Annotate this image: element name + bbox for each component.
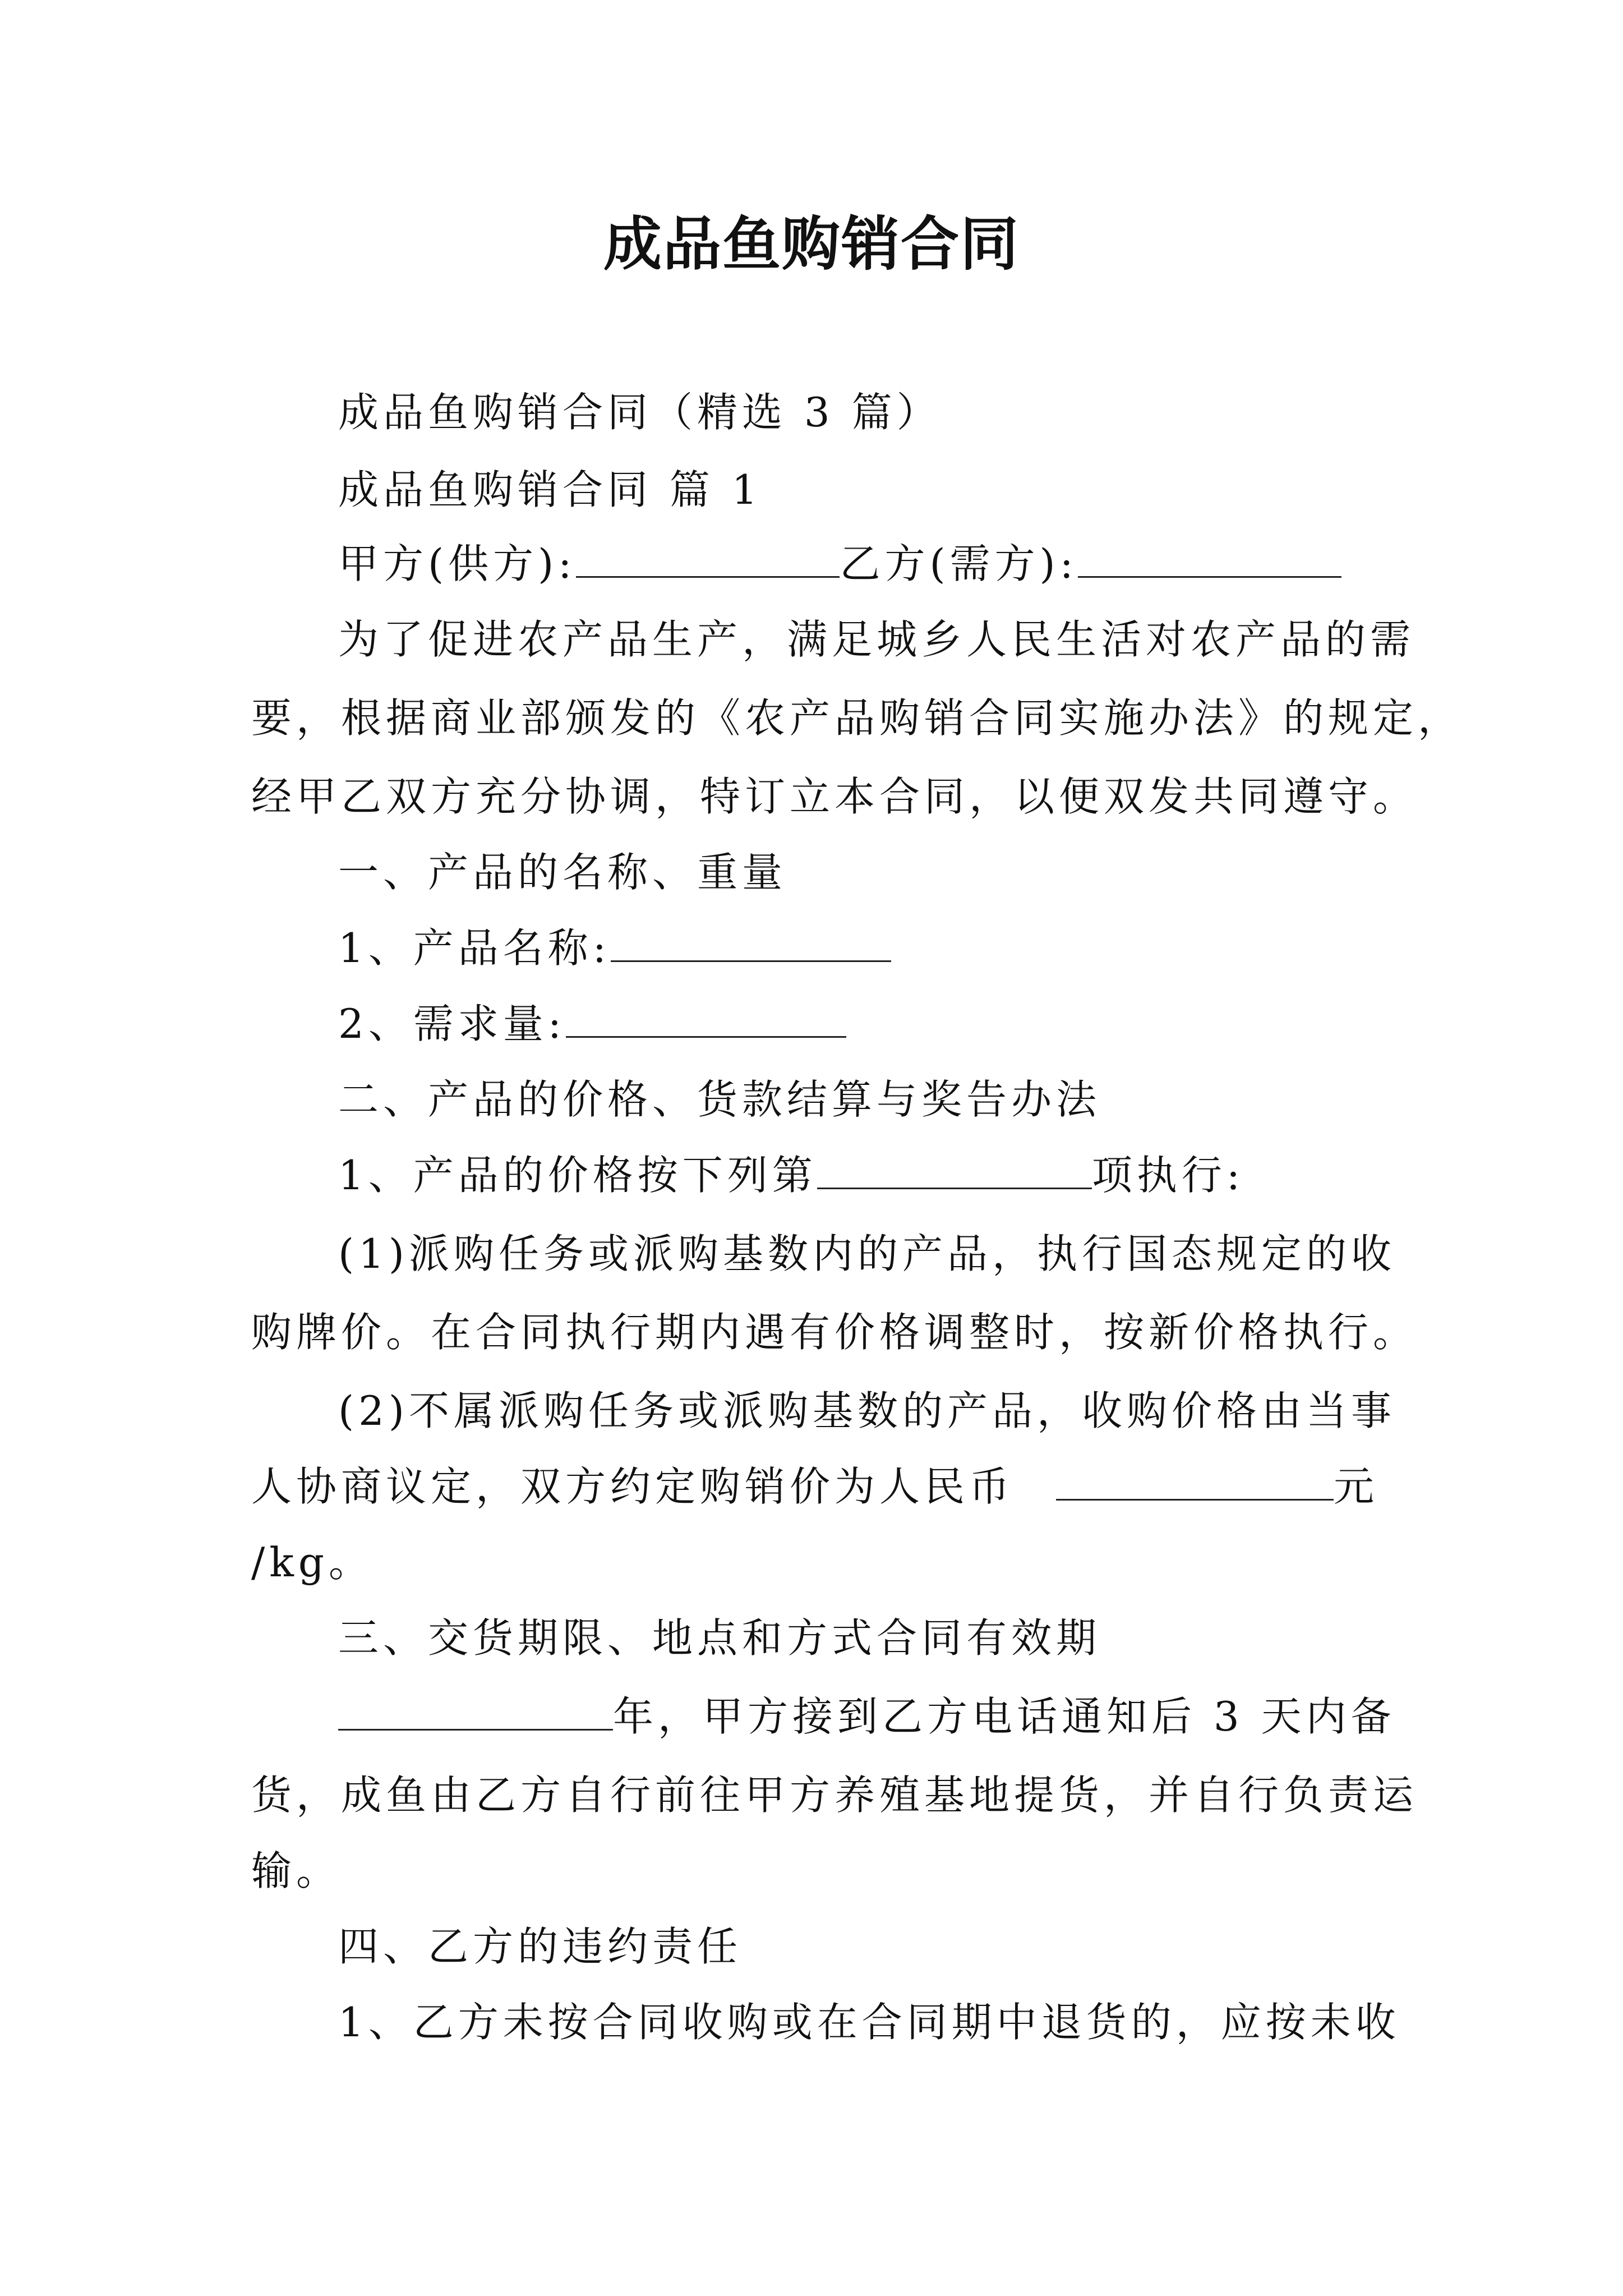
document-title: 成品鱼购销合同 (603, 210, 1020, 278)
price-line (251, 1458, 1378, 1515)
paragraph-line: 购牌价。在合同执行期内遇有价格调整时，按新价格执行。 (251, 1309, 1418, 1356)
party-b-blank (1078, 542, 1341, 578)
product-name-blank (611, 927, 891, 962)
price-unit-line: /kg。 (251, 1539, 374, 1586)
paragraph-line: 经甲乙双方充分协调，特订立本合同，以便双发共同遵守。 (251, 773, 1418, 820)
clause-heading-4: 四、乙方的违约责任 (338, 1923, 743, 1970)
quantity-blank (566, 1002, 846, 1038)
price-option-label: 1、产品的价格按下列第 (338, 1152, 817, 1199)
paragraph-line: 输。 (251, 1847, 342, 1894)
party-a-label: 甲方(供方): (338, 540, 577, 587)
paragraph-line: 货，成鱼由乙方自行前往甲方养殖基地提货，并自行负责运 (251, 1772, 1418, 1819)
quantity-label: 2、需求量: (338, 1000, 566, 1047)
price-label: 人协商议定，双方约定购销价为人民币 (251, 1463, 1015, 1510)
party-a-blank (576, 542, 840, 578)
clause-heading-3: 三、交货期限、地点和方式合同有效期 (338, 1614, 1101, 1662)
clause-heading-2: 二、产品的价格、货款结算与奖告办法 (338, 1076, 1101, 1123)
section-heading-part1: 成品鱼购销合同 篇 1 (338, 466, 762, 513)
delivery-text: 年，甲方接到乙方电话通知后 3 天内备 (613, 1693, 1396, 1740)
paragraph-line: 要，根据商业部颁发的《农产品购销合同实施办法》的规定， (251, 694, 1463, 742)
price-blank-group (1056, 1458, 1378, 1515)
clause-heading-1: 一、产品的名称、重量 (338, 849, 787, 896)
party-b-label: 乙方(需方): (840, 540, 1078, 587)
paragraph-line: 为了促进农产品生产，满足城乡人民生活对农产品的需 (338, 616, 1415, 663)
quantity-line (338, 996, 1378, 1052)
price-option-line (338, 1147, 1378, 1203)
price-option-suffix: 项执行: (1091, 1152, 1245, 1199)
paragraph-line: 1、乙方未按合同收购或在合同期中退货的，应按未收 (338, 1999, 1400, 2046)
product-name-line (338, 920, 1378, 976)
paragraph-line: (1)派购任务或派购基数内的产品，执行国态规定的收 (338, 1230, 1396, 1277)
parties-line (338, 536, 1378, 592)
product-name-label: 1、产品名称: (338, 924, 611, 972)
price-blank (1056, 1465, 1334, 1501)
subtitle-line: 成品鱼购销合同（精选 3 篇） (338, 389, 942, 436)
delivery-line (338, 1688, 1396, 1745)
price-option-blank (817, 1154, 1092, 1189)
term-blank (338, 1695, 613, 1731)
price-unit: 元 (1333, 1463, 1378, 1510)
paragraph-line: (2)不属派购任务或派购基数的产品，收购价格由当事 (338, 1387, 1396, 1434)
